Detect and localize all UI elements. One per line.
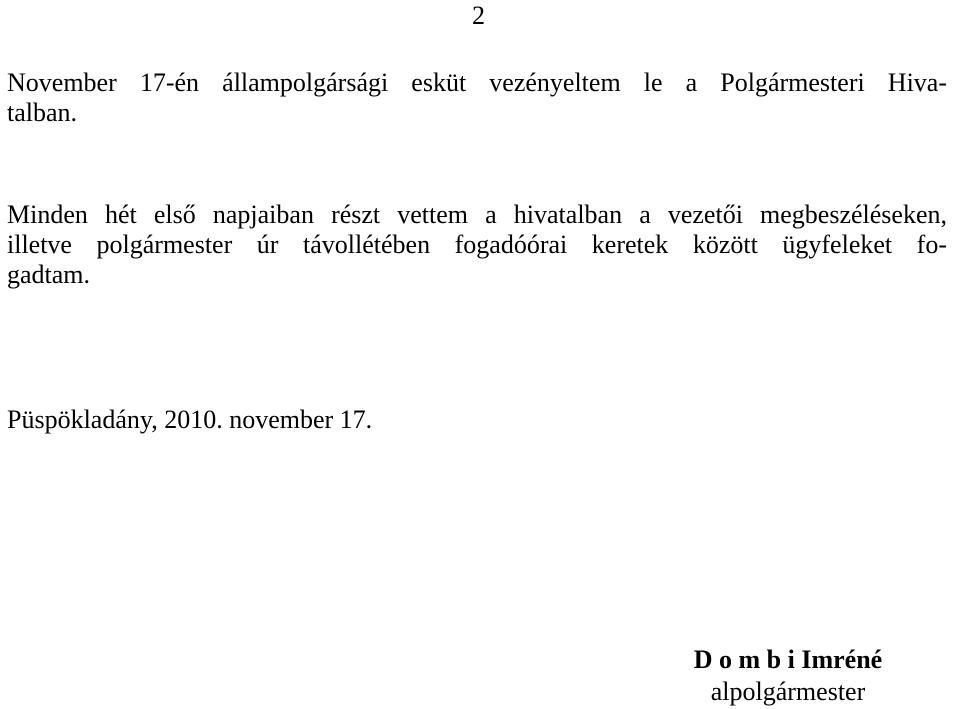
page-number: 2 <box>472 1 485 30</box>
paragraph-meetings <box>7 200 947 290</box>
paragraph-line: Minden hét első napjaiban részt vettem a hivatalban a vezetői megbeszéléseken, <box>7 200 947 229</box>
signatory-name: D o m b i Imréné <box>693 645 883 674</box>
paragraph-oath <box>7 68 947 128</box>
paragraph-line: November 17-én állampolgársági esküt vezényeltem le a Polgármesteri Hiva- <box>7 68 947 97</box>
signature-block <box>660 644 916 708</box>
signatory-title: alpolgármester <box>710 677 866 706</box>
place-and-date: Püspökladány, 2010. november 17. <box>7 405 373 434</box>
paragraph-line: gadtam. <box>7 260 91 289</box>
paragraph-line: talban. <box>7 98 78 127</box>
paragraph-line: illetve polgármester úr távollétében fogadóórai keretek között ügyfeleket fo- <box>7 230 947 259</box>
